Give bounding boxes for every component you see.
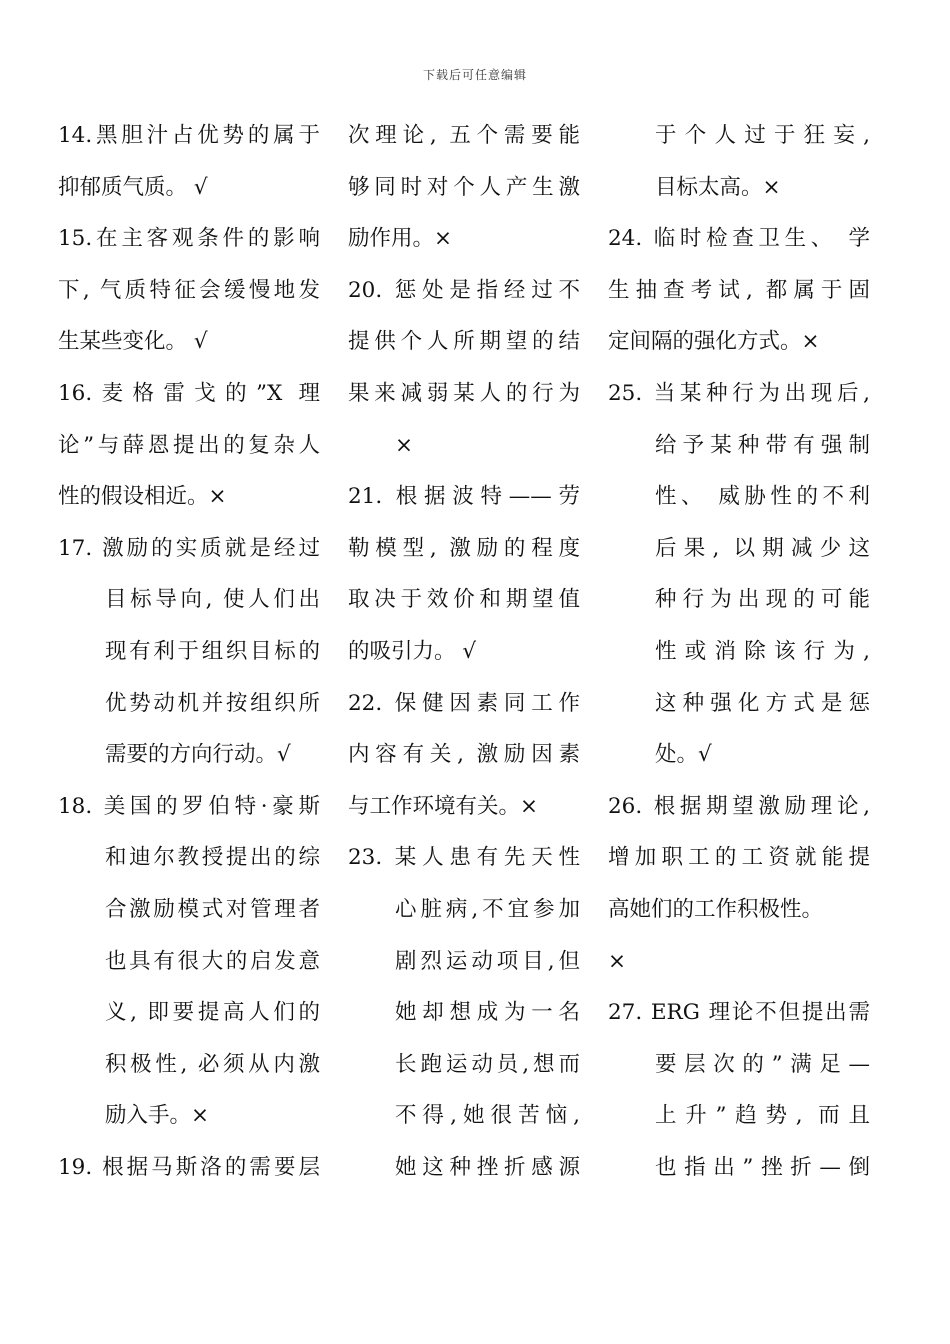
text-line: 15.在主客观条件的影响: [58, 226, 320, 252]
text-line: 内容有关, 激励因素: [348, 742, 580, 768]
text-line: 生某些变化。 √: [58, 329, 208, 355]
column-3: [608, 110, 870, 1193]
text-line: 积极性, 必须从内激: [105, 1051, 320, 1077]
text-line: 处。√: [655, 742, 712, 768]
text-line: 要层次的”满足—: [655, 1051, 870, 1077]
text-line: 也具有很大的启发意: [105, 948, 320, 974]
text-line: 27. ERG 理论不但提出需: [608, 1000, 870, 1026]
text-line: 给予某种带有强制: [655, 432, 870, 458]
text-line: 励入手。×: [105, 1103, 210, 1129]
text-line: 剧烈运动项目,但: [395, 948, 580, 974]
text-line: 生抽查考试, 都属于固: [608, 277, 870, 303]
text-line: 心脏病,不宜参加: [395, 896, 580, 922]
text-line: 优势动机并按组织所: [105, 690, 320, 716]
text-line: 她这种挫折感源: [395, 1154, 580, 1180]
text-line: 性、 威胁性的不利: [655, 484, 870, 510]
text-line: 24. 临时检查卫生、 学: [608, 226, 870, 252]
text-line: 19. 根据马斯洛的需要层: [58, 1154, 320, 1180]
text-line: 需要的方向行动。√: [105, 742, 291, 768]
text-line: 种行为出现的可能: [655, 587, 870, 613]
text-line: 后果, 以期减少这: [655, 535, 870, 561]
text-line: 现有利于组织目标的: [105, 638, 320, 664]
text-line: 定间隔的强化方式。×: [608, 329, 820, 355]
text-line: 她却想成为一名: [395, 1000, 580, 1026]
text-line: 性或消除该行为,: [655, 638, 870, 664]
text-line: 20. 惩处是指经过不: [348, 277, 580, 303]
text-line: 长跑运动员,想而: [395, 1051, 580, 1077]
page-header: 下载后可任意编辑: [422, 68, 527, 82]
text-line: 目标导向, 使人们出: [105, 587, 320, 613]
text-line: 18. 美国的罗伯特·豪斯: [58, 793, 320, 819]
text-line: 这种强化方式是惩: [655, 690, 870, 716]
text-line: 目标太高。×: [655, 174, 781, 200]
text-line: 也指出”挫折—倒: [655, 1154, 870, 1180]
column-1: [58, 110, 320, 1193]
text-line: 25. 当某种行为出现后,: [608, 380, 870, 406]
text-line: ×: [395, 432, 414, 458]
text-line: 与工作环境有关。×: [348, 793, 539, 819]
text-line: 26. 根据期望激励理论,: [608, 793, 870, 819]
text-line: 提供个人所期望的结: [348, 329, 580, 355]
text-line: 不得,她很苦恼,: [395, 1103, 580, 1129]
text-line: 17. 激励的实质就是经过: [58, 535, 320, 561]
text-line: 抑郁质气质。 √: [58, 174, 208, 200]
text-line: 合激励模式对管理者: [105, 896, 320, 922]
text-line: 和迪尔教授提出的综: [105, 845, 320, 871]
text-line: 义, 即要提高人们的: [105, 1000, 320, 1026]
text-line: 够同时对个人产生激: [348, 174, 580, 200]
text-line: 于个人过于狂妄,: [655, 123, 870, 148]
text-line: 勒模型, 激励的程度: [348, 535, 580, 561]
text-line: 性的假设相近。×: [58, 484, 227, 510]
text-line: 下, 气质特征会缓慢地发: [58, 277, 320, 303]
text-line: 励作用。×: [348, 226, 453, 252]
text-line: 论”与薛恩提出的复杂人: [58, 432, 320, 458]
text-line: 22. 保健因素同工作: [348, 690, 580, 716]
text-line: 14.黑胆汁占优势的属于: [58, 123, 320, 148]
text-line: 的吸引力。 √: [348, 638, 477, 664]
text-line: 次理论, 五个需要能: [348, 123, 580, 148]
column-2: [348, 110, 580, 1193]
text-line: 增加职工的工资就能提: [608, 845, 870, 871]
text-line: ×: [608, 948, 627, 974]
text-line: 21. 根据波特——劳: [348, 484, 580, 510]
text-line: 上升”趋势, 而且: [655, 1103, 870, 1129]
text-line: 取决于效价和期望值: [348, 587, 580, 613]
text-line: 高她们的工作积极性。: [608, 896, 824, 922]
text-line: 23. 某人患有先天性: [348, 845, 580, 871]
text-line: 果来减弱某人的行为: [348, 380, 580, 406]
text-line: 16.麦格雷戈的”X 理: [58, 380, 320, 406]
